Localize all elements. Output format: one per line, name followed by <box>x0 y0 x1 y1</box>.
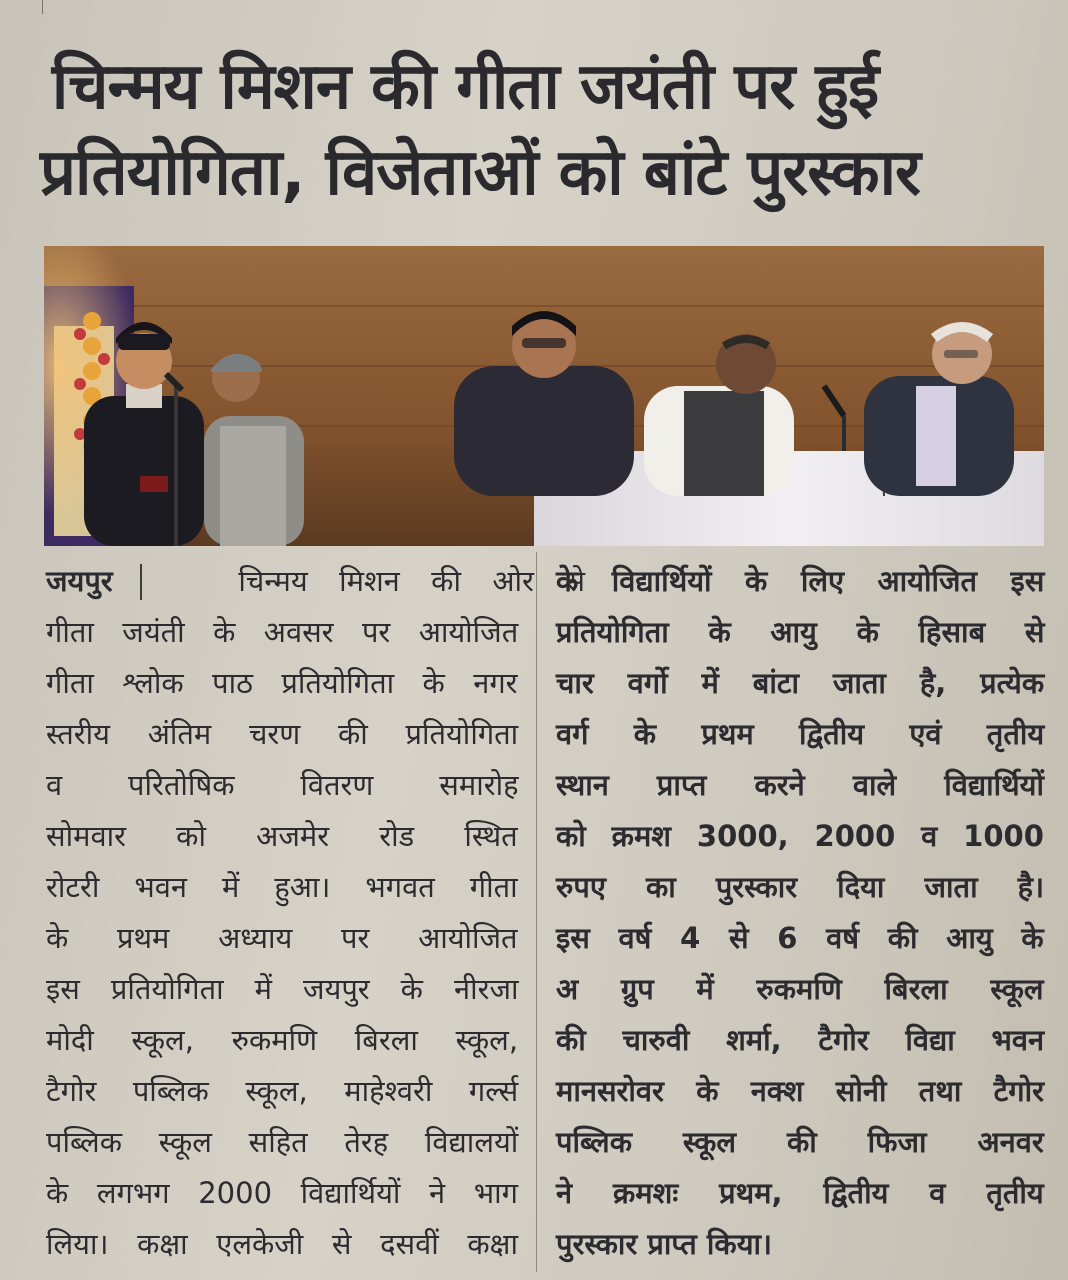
column-divider <box>536 552 537 1272</box>
column-rule <box>42 0 43 14</box>
article-line: स्तरीय अंतिम चरण की प्रतियोगिता <box>46 717 519 751</box>
article-line: पब्लिक स्कूल सहित तेरह विद्यालयों <box>46 1125 519 1159</box>
article-line: स्थान प्राप्त करने वाले विद्यार्थियों <box>556 768 1045 802</box>
article-line: जयपुर चिन्मय मिशन की ओर से <box>46 564 585 598</box>
article-line: मानसरोवर के नक्श सोनी तथा टैगोर <box>556 1074 1044 1108</box>
article-line: पुरस्कार प्राप्त किया। <box>556 1227 773 1261</box>
article-line: के प्रथम अध्याय पर आयोजित <box>46 921 518 955</box>
article-line: लिया। कक्षा एलकेजी से दसवीं कक्षा <box>46 1227 518 1261</box>
article-line: के विद्यार्थियों के लिए आयोजित इस <box>556 564 1045 598</box>
article-line: सोमवार को अजमेर रोड स्थित <box>46 819 518 853</box>
article-line: को क्रमश 3000, 2000 व 1000 <box>556 819 1044 853</box>
article-line: वर्ग के प्रथम द्वितीय एवं तृतीय <box>556 717 1045 751</box>
dateline-separator <box>140 564 142 600</box>
article-line: के लगभग 2000 विद्यार्थियों ने भाग <box>46 1176 518 1210</box>
headline-line-2: प्रतियोगिता, विजेताओं को बांटे पुरस्कार <box>40 136 920 210</box>
article-line: रोटरी भवन में हुआ। भगवत गीता <box>46 870 518 904</box>
article-column-right <box>556 556 1044 1270</box>
article-line: इस प्रतियोगिता में जयपुर के नीरजा <box>46 972 519 1006</box>
article-line: गीता जयंती के अवसर पर आयोजित <box>46 615 519 649</box>
article-line: गीता श्लोक पाठ प्रतियोगिता के नगर <box>46 666 518 700</box>
event-photo <box>44 246 1044 546</box>
article-line: अ ग्रुप में रुकमणि बिरला स्कूल <box>556 972 1044 1006</box>
article-line: टैगोर पब्लिक स्कूल, माहेश्वरी गर्ल्स <box>46 1074 519 1108</box>
article-column-left <box>46 556 585 1270</box>
article-line: पब्लिक स्कूल की फिजा अनवर <box>556 1125 1044 1159</box>
article-line: की चारुवी शर्मा, टैगोर विद्या भवन <box>556 1023 1045 1057</box>
article-line: इस वर्ष 4 से 6 वर्ष की आयु के <box>556 921 1044 955</box>
article-line: व परितोषिक वितरण समारोह <box>46 768 519 802</box>
headline <box>40 44 1040 216</box>
article-line: ने क्रमशः प्रथम, द्वितीय व तृतीय <box>556 1176 1044 1210</box>
headline-line-1: चिन्मय मिशन की गीता जयंती पर हुई <box>51 50 879 124</box>
article-line: प्रतियोगिता के आयु के हिसाब से <box>556 615 1045 649</box>
article-line: रुपए का पुरस्कार दिया जाता है। <box>556 870 1045 904</box>
article-line: मोदी स्कूल, रुकमणि बिरला स्कूल, <box>46 1023 519 1057</box>
article-line: चार वर्गो में बांटा जाता है, प्रत्येक <box>556 666 1045 700</box>
dateline: जयपुर <box>46 564 113 598</box>
